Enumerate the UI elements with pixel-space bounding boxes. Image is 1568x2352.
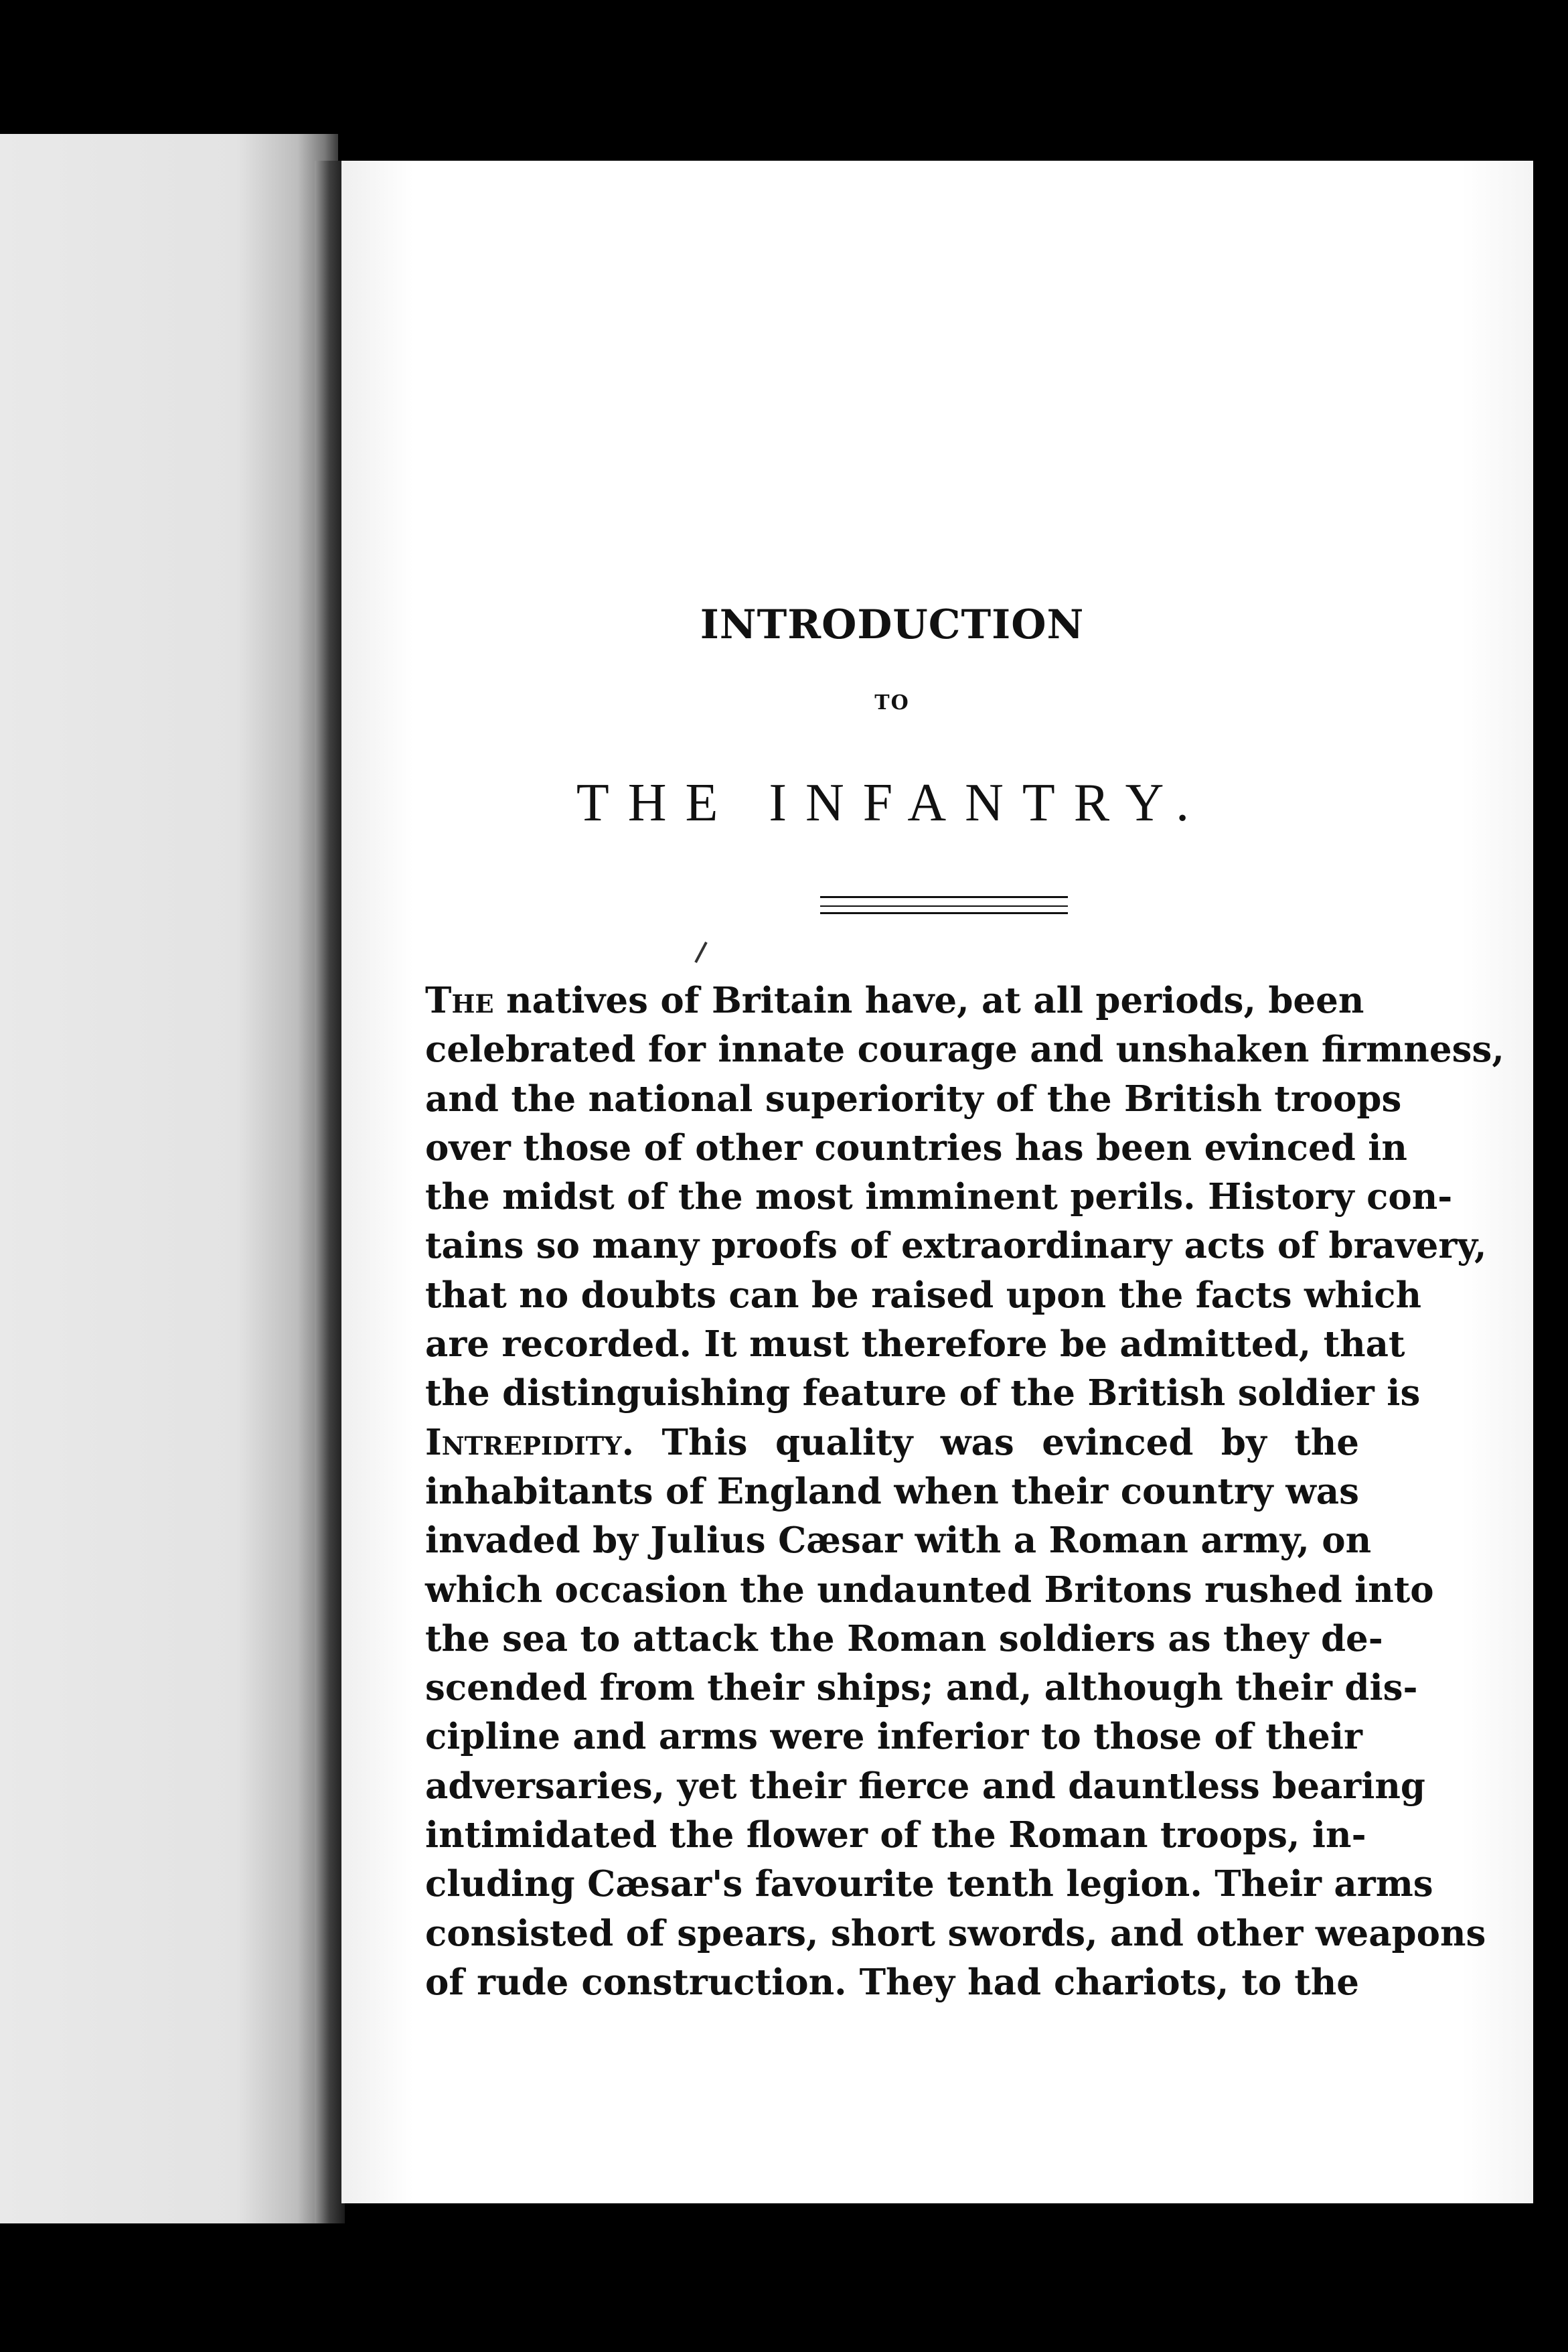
title-rule xyxy=(820,896,1068,898)
book-page xyxy=(341,161,1533,2203)
text-line: that no doubts can be raised upon the facts which xyxy=(425,1274,1422,1316)
text-line: celebrated for innate courage and unshaken firmness, xyxy=(425,1029,1504,1071)
ink-mark xyxy=(694,942,707,963)
chapter-heading: INTRODUCTION xyxy=(700,601,1085,648)
facing-page xyxy=(0,134,338,2223)
title-rule xyxy=(820,905,1068,907)
text-line: cluding Cæsar's favourite tenth legion. Their arms xyxy=(425,1863,1433,1905)
text-line: which occasion the undaunted Britons rushed into xyxy=(425,1568,1434,1611)
text-line: cipline and arms were inferior to those of their xyxy=(425,1716,1362,1758)
body-paragraph xyxy=(425,976,1504,2007)
small-caps-lead: The xyxy=(425,980,494,1021)
text-line: intimidated the flower of the Roman troops, in- xyxy=(425,1814,1366,1856)
text-line: scended from their ships; and, although their dis- xyxy=(425,1667,1418,1709)
small-caps-lead: Intrepidity. xyxy=(425,1421,635,1463)
text-line: the distinguishing feature of the British soldier is xyxy=(425,1372,1421,1414)
text-line: The natives of Britain have, at all periods, been xyxy=(425,980,1364,1021)
text-line: of rude construction. They had chariots, to the xyxy=(425,1961,1359,2003)
chapter-subject: THE INFANTRY. xyxy=(576,774,1208,832)
text-line: and the national superiority of the British troops xyxy=(425,1078,1402,1120)
text-line: the sea to attack the Roman soldiers as they de- xyxy=(425,1617,1383,1660)
heading-connector: TO xyxy=(874,691,910,715)
text-line: consisted of spears, short swords, and other weapons xyxy=(425,1912,1486,1954)
text-line: Intrepidity. This quality was evinced by the xyxy=(425,1421,1359,1463)
text-line: are recorded. It must therefore be admitted, that xyxy=(425,1323,1405,1366)
text-line: tains so many proofs of extraordinary acts of bravery, xyxy=(425,1225,1487,1267)
text-line: adversaries, yet their fierce and dauntless bearing xyxy=(425,1765,1425,1807)
book-gutter xyxy=(315,161,345,2223)
text-line: inhabitants of England when their country was xyxy=(425,1470,1359,1512)
text-line: the midst of the most imminent perils. History con- xyxy=(425,1176,1453,1218)
text-line: over those of other countries has been evinced in xyxy=(425,1126,1407,1169)
title-rule xyxy=(820,912,1068,914)
text-line: invaded by Julius Cæsar with a Roman army, on xyxy=(425,1520,1372,1562)
